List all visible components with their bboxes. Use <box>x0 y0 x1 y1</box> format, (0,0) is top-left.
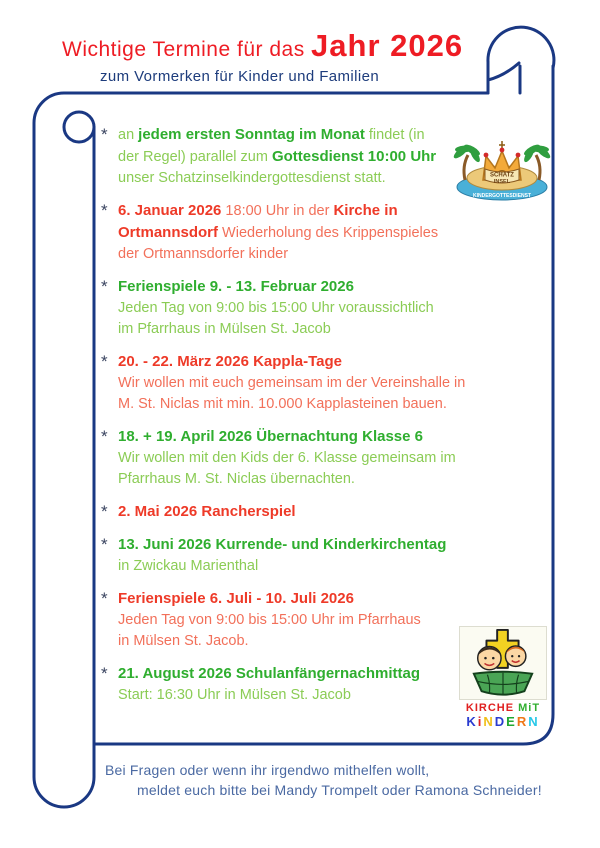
event-detail-text: im Pfarrhaus in Mülsen St. Jacob <box>118 321 331 337</box>
page-title-text: Wichtige Termine für das <box>62 38 312 61</box>
bullet-asterisk: * <box>101 277 108 296</box>
event-detail-text: Jeden Tag von 9:00 bis 15:00 Uhr voraussichtlich <box>118 300 434 316</box>
kindern-letter: N <box>483 714 495 729</box>
kindern-letter: N <box>528 714 540 729</box>
boat-icon <box>474 672 532 695</box>
bullet-asterisk: * <box>101 125 108 144</box>
bullet-asterisk: * <box>101 502 108 521</box>
event-highlight-text: Gottesdienst 10:00 Uhr <box>271 148 437 165</box>
kindern-letter: E <box>506 714 517 729</box>
page-title-year: Jahr 2026 <box>311 28 464 63</box>
children-boat-cross-icon <box>460 627 546 699</box>
event-entry-text <box>118 534 553 577</box>
bullet-asterisk: * <box>101 535 108 554</box>
event-highlight-text: 6. Januar 2026 <box>118 202 222 219</box>
event-highlight-text: Ferienspiele 6. Juli - 10. Juli 2026 <box>118 590 354 607</box>
event-detail-text: Jeden Tag von 9:00 bis 15:00 Uhr im Pfarrhaus <box>118 612 421 628</box>
page-subtitle: zum Vormerken für Kinder und Familien <box>100 68 380 85</box>
event-detail-text: 18:00 Uhr in der <box>221 203 334 219</box>
event-detail-text: der Regel) parallel zum <box>118 149 272 165</box>
page-title <box>62 28 463 64</box>
kirche-mit-kindern-logo <box>458 626 548 729</box>
event-entry <box>101 426 553 490</box>
event-highlight-text: 18. + 19. April 2026 Übernachtung Klasse 6 <box>118 428 423 445</box>
event-highlight-text: Ortmannsdorf <box>118 224 219 241</box>
footer-contact-line2: meldet euch bitte bei Mandy Trompelt oder Ramona Schneider! <box>137 782 542 798</box>
event-entry <box>101 351 553 415</box>
scroll-right-curl-detail <box>488 62 520 93</box>
event-entry-text <box>118 426 553 490</box>
event-entry <box>101 200 553 265</box>
event-detail-text: Pfarrhaus M. St. Niclas übernachten. <box>118 471 355 487</box>
event-detail-text: M. St. Niclas mit min. 10.000 Kapplasteinen bauen. <box>118 396 447 412</box>
scroll-left-curl <box>64 112 94 142</box>
event-detail-text: der Ortmannsdorfer kinder <box>118 246 289 262</box>
event-entry-text <box>118 276 553 340</box>
kirche-logo-picture <box>459 626 547 700</box>
event-detail-text: an <box>118 127 139 143</box>
event-entry <box>101 501 553 523</box>
event-detail-text: Wir wollen mit den Kids der 6. Klasse gemeinsam im <box>118 450 456 466</box>
kirche-mit-label <box>458 702 548 714</box>
event-highlight-text: 13. Juni 2026 Kurrende- und Kinderkirchentag <box>118 536 447 553</box>
event-detail-text: in Mülsen St. Jacob. <box>118 633 249 649</box>
event-detail-text: Wir wollen mit euch gemeinsam im der Vereinshalle in <box>118 375 466 391</box>
child-face-icon <box>505 646 525 666</box>
kindergottesdienst-banner-text: KINDERGOTTESDIENST <box>472 193 532 199</box>
event-entry-text <box>118 501 553 523</box>
schatz-text: SCHATZ <box>490 172 514 179</box>
kirche-word: KIRCHE <box>465 702 515 714</box>
event-highlight-text: 21. August 2026 Schulanfängernachmittag <box>118 665 421 682</box>
event-detail-text: Start: 16:30 Uhr in Mülsen St. Jacob <box>118 687 351 703</box>
kindern-label <box>458 714 548 729</box>
kindern-letter: D <box>494 714 507 729</box>
event-highlight-text: jedem ersten Sonntag im Monat <box>138 126 365 143</box>
event-detail-text: findet (in <box>364 127 425 143</box>
event-entry <box>101 276 553 340</box>
bullet-asterisk: * <box>101 664 108 683</box>
schatzinsel-kindergottesdienst-logo <box>452 128 552 204</box>
bullet-asterisk: * <box>101 427 108 446</box>
event-highlight-text: Kirche in <box>333 202 398 219</box>
bullet-asterisk: * <box>101 352 108 371</box>
event-detail-text: unser Schatzinselkindergottesdienst statt. <box>118 170 386 186</box>
event-entry <box>101 534 553 577</box>
mit-word: MiT <box>518 702 541 714</box>
event-entry-text <box>118 200 553 265</box>
event-highlight-text: 20. - 22. März 2026 Kappla-Tage <box>118 353 342 370</box>
bullet-asterisk: * <box>101 201 108 220</box>
child-face-icon <box>478 646 501 669</box>
bullet-asterisk: * <box>101 589 108 608</box>
insel-text: INSEL <box>493 179 511 185</box>
event-detail-text: in Zwickau Marienthal <box>118 558 259 574</box>
footer-contact-line1: Bei Fragen oder wenn ihr irgendwo mithelfen wollt, <box>105 762 430 778</box>
kindern-letter: R <box>516 714 529 729</box>
event-entry-text <box>118 351 553 415</box>
event-detail-text: Wiederholung des Krippenspieles <box>218 225 439 241</box>
event-highlight-text: 2. Mai 2026 Rancherspiel <box>118 503 296 520</box>
kindern-letter: K <box>466 714 478 729</box>
kindern-letter: i <box>477 714 484 729</box>
event-highlight-text: Ferienspiele 9. - 13. Februar 2026 <box>118 278 354 295</box>
